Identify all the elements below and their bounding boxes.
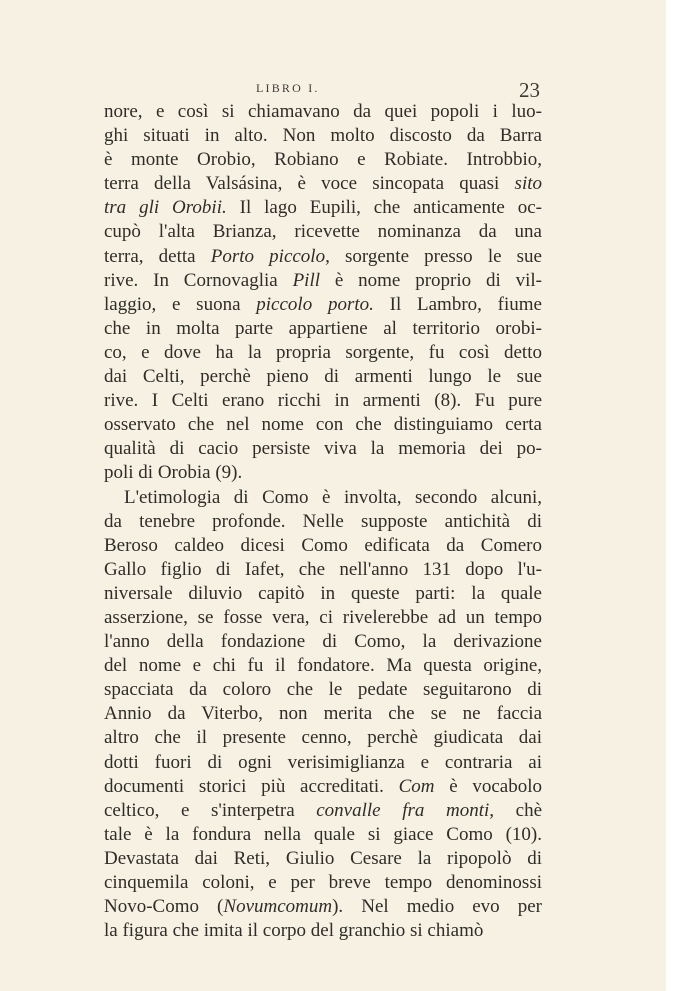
text-run: niversale diluvio capitò in queste parti: la quale: [104, 582, 542, 604]
text-line: [104, 148, 542, 172]
text-run: asserzione, se fosse vera, ci rivelerebbe ad un tempo: [104, 606, 542, 628]
text-line: [104, 437, 542, 461]
text-run: qualità di cacio persiste viva la memoria dei po-: [104, 438, 542, 460]
text-line: [104, 413, 542, 437]
text-run: del nome e chi fu il fondatore. Ma questa origine,: [104, 655, 542, 677]
text-line: [104, 269, 542, 293]
running-head: LIBRO I.: [256, 81, 320, 95]
text-line: [104, 389, 542, 413]
text-line: [104, 317, 542, 341]
text-run: ghi situati in alto. Non molto discosto da Barra: [104, 125, 542, 147]
italic-text: sito: [514, 173, 542, 195]
text-run: laggio, e suona: [104, 293, 257, 315]
text-run: tale è la fondura nella quale si giace Como (10).: [104, 823, 542, 845]
text-run: chè: [494, 799, 543, 821]
text-run: terra della Valsásina, è voce sincopata quasi: [104, 173, 515, 195]
text-line: [104, 895, 542, 919]
text-run: dotti fuori di ogni verisimiglianza e contraria ai: [104, 751, 542, 773]
italic-text: convalle fra monti,: [316, 799, 495, 821]
text-run: nore, e così si chiamavano da quei popoli i luo-: [104, 101, 542, 122]
text-line: [104, 582, 542, 606]
text-run: Beroso caldeo dicesi Como edificata da Comero: [104, 534, 542, 556]
text-line: [104, 220, 542, 244]
text-line: [104, 702, 542, 726]
text-run: l'anno della fondazione di Como, la derivazione: [104, 631, 542, 653]
text-line: [104, 606, 542, 630]
text-line: [104, 196, 542, 220]
text-line: [104, 678, 542, 702]
text-run: è monte Orobio, Robiano e Robiate. Introbbio,: [104, 149, 542, 171]
text-run: è vocabolo: [434, 775, 542, 797]
italic-text: tra gli Orobii.: [104, 197, 227, 219]
text-line: [104, 172, 542, 196]
italic-text: Pill: [292, 269, 321, 291]
text-line: [104, 775, 542, 799]
text-line: [104, 799, 542, 823]
italic-text: Com: [398, 775, 435, 797]
text-run: è nome proprio di vil-: [320, 269, 542, 291]
scan-margin: [666, 0, 700, 991]
text-line: [104, 461, 542, 485]
text-run: Il lago Eupili, che anticamente oc-: [226, 197, 542, 219]
text-run: rive. In Cornovaglia: [104, 269, 293, 291]
italic-text: Porto piccolo,: [210, 245, 330, 267]
text-line: [104, 654, 542, 678]
text-run: L'etimologia di Como è involta, secondo alcuni,: [124, 486, 542, 508]
text-run: Gallo figlio di Iafet, che nell'anno 131 dopo l'u-: [104, 558, 542, 580]
text-run: ). Nel medio evo per: [332, 896, 543, 918]
page-number: 23: [519, 78, 540, 102]
text-run: osservato che nel nome con che distinguiamo certa: [104, 414, 542, 436]
text-run: terra, detta: [104, 245, 211, 267]
text-run: che in molta parte appartiene al territorio orobi-: [104, 317, 542, 339]
text-run: Novo-Como (: [104, 896, 224, 918]
text-line: [104, 751, 542, 775]
body-text: [104, 100, 542, 943]
text-run: spacciata da coloro che le pedate seguitarono di: [104, 679, 542, 701]
italic-text: piccolo porto.: [256, 293, 374, 315]
text-line: [104, 558, 542, 582]
text-line: [104, 919, 542, 943]
text-line: [104, 341, 542, 365]
text-run: sorgente presso le sue: [329, 245, 542, 267]
text-run: da tenebre profonde. Nelle supposte antichità di: [104, 510, 542, 532]
text-run: cupò l'alta Brianza, ricevette nominanza da una: [104, 221, 542, 243]
text-line: [104, 823, 542, 847]
text-run: Il Lambro, fiume: [373, 293, 542, 315]
text-run: Annio da Viterbo, non merita che se ne faccia: [104, 703, 542, 725]
text-line: [104, 534, 542, 558]
text-line: [104, 871, 542, 895]
text-line: [104, 726, 542, 750]
text-run: dai Celti, perchè pieno di armenti lungo le sue: [104, 366, 542, 388]
text-line: [104, 100, 542, 124]
text-line: [104, 510, 542, 534]
text-line: [104, 365, 542, 389]
text-run: poli di Orobia (9).: [104, 462, 243, 484]
text-run: altro che il presente cenno, perchè giudicata dai: [104, 727, 542, 749]
text-line: [104, 486, 542, 510]
text-run: cinquemila coloni, e per breve tempo denominossi: [104, 872, 542, 893]
text-run: co, e dove ha la propria sorgente, fu così detto: [104, 341, 542, 363]
text-run: documenti storici più accreditati.: [104, 775, 399, 797]
text-run: la figura che imita il corpo del granchio si chiamò: [104, 920, 484, 942]
text-line: [104, 847, 542, 871]
text-line: [104, 293, 542, 317]
text-line: [104, 124, 542, 148]
italic-text: Novumcomum: [223, 896, 333, 918]
text-run: celtico, e s'interpetra: [104, 799, 317, 821]
text-line: [104, 245, 542, 269]
text-line: [104, 630, 542, 654]
text-run: Devastata dai Reti, Giulio Cesare la ripopolò di: [104, 847, 542, 869]
text-run: rive. I Celti erano ricchi in armenti (8). Fu pure: [104, 390, 542, 412]
